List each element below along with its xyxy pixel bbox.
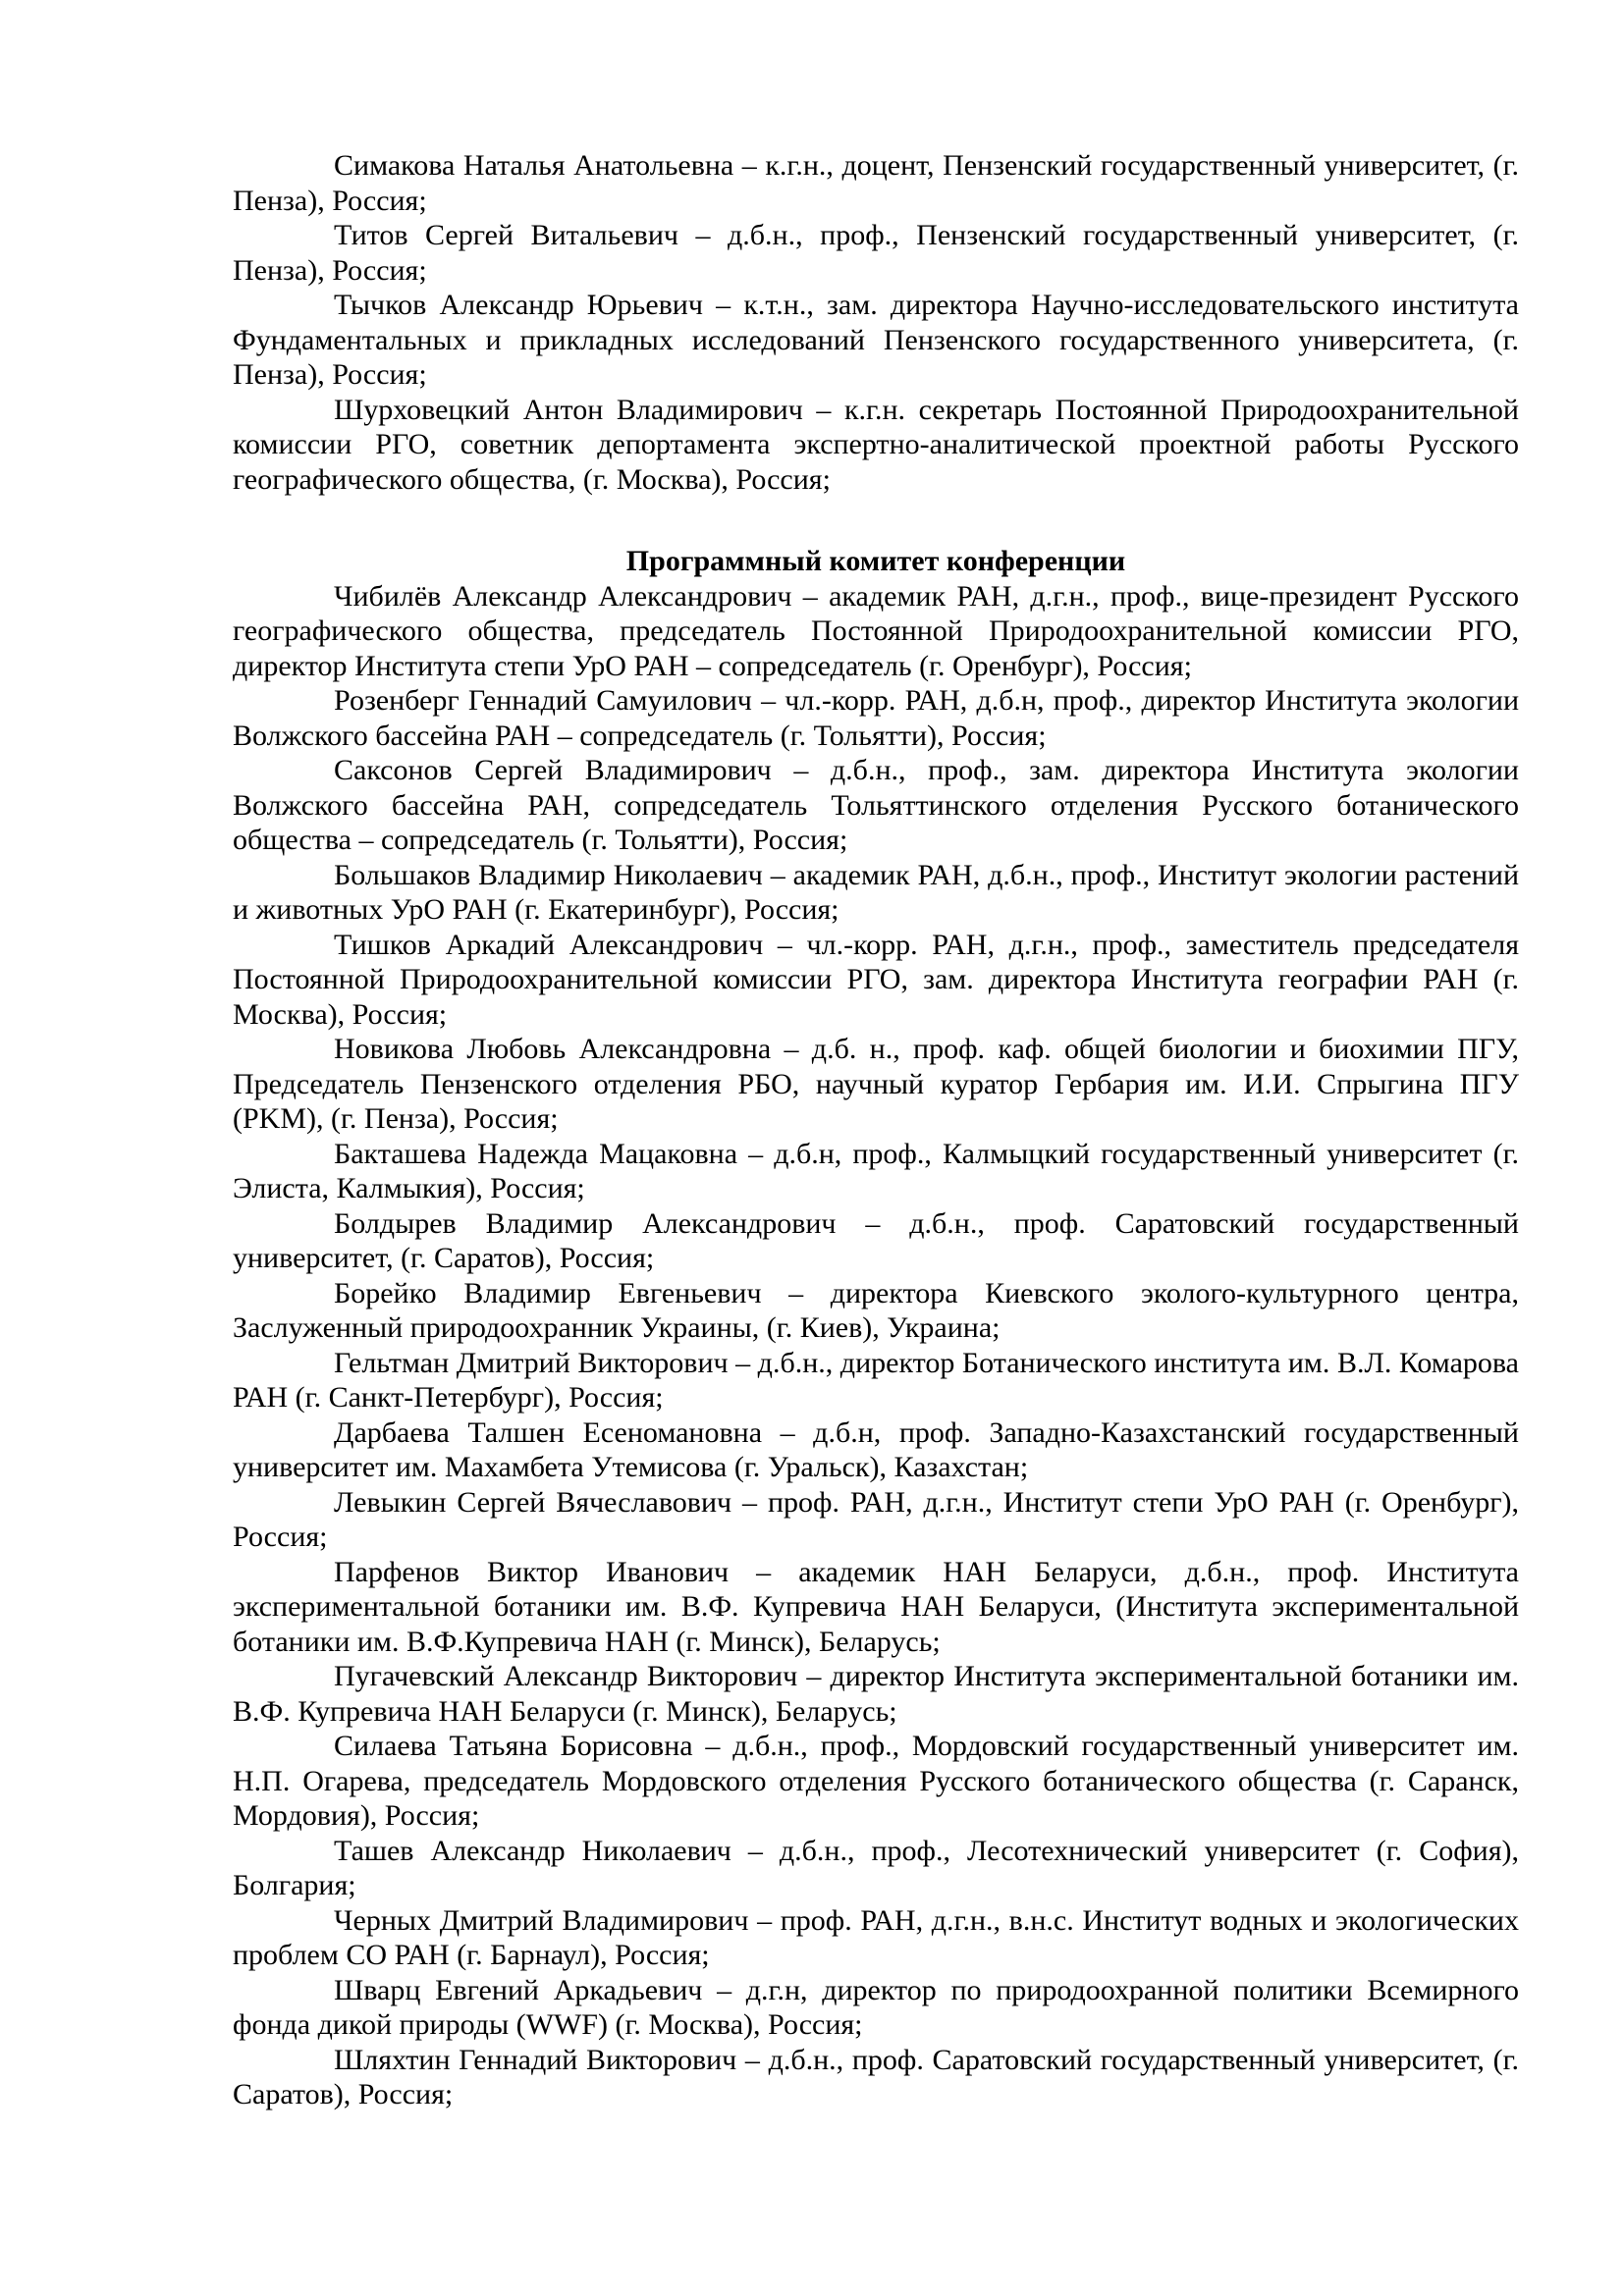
committee-member-entry: Пугачевский Александр Викторович – директор Института экспериментальной ботаники им. В.Ф. Купревича НАН Беларуси (г. Минск), Беларусь; <box>233 1660 1519 1728</box>
committee-member-entry: Силаева Татьяна Борисовна – д.б.н., проф., Мордовский государственный университет им. Н.П. Огарева, председатель Мордовского отделения Русского ботанического общества (г. Саранск, Мордовия), Россия; <box>233 1730 1519 1832</box>
committee-member-entry: Тишков Аркадий Александрович – чл.-корр. РАН, д.г.н., проф., заместитель председателя Постоянной Природоохранительной комиссии РГО, зам. директора Института географии РАН (г. Москва), Россия; <box>233 928 1519 1031</box>
committee-member-entry: Парфенов Виктор Иванович – академик НАН Беларуси, д.б.н., проф. Института экспериментальной ботаники им. В.Ф. Купревича НАН Беларуси, (Института экспериментальной ботаники им. В.Ф.Купревича НАН (г. Минск), Беларусь; <box>233 1555 1519 1658</box>
committee-member-entry: Бакташева Надежда Мацаковна – д.б.н, проф., Калмыцкий государственный университет (г. Элиста, Калмыкия), Россия; <box>233 1137 1519 1204</box>
committee-member-entry: Шляхтин Геннадий Викторович – д.б.н., проф. Саратовский государственный университет, (г. Саратов), Россия; <box>233 2043 1519 2110</box>
committee-member-entry: Симакова Наталья Анатольевна – к.г.н., доцент, Пензенский государственный университет, (г. Пенза), Россия; <box>233 149 1519 217</box>
committee-member-entry: Титов Сергей Витальевич – д.б.н., проф., Пензенский государственный университет, (г. Пенза), Россия; <box>233 219 1519 287</box>
committee-member-entry: Шурховецкий Антон Владимирович – к.г.н. секретарь Постоянной Природоохранительной комиссии РГО, советник депортамента экспертно-аналитической проектной работы Русского географического общества, (г. Москва), Россия; <box>233 393 1519 496</box>
committee-member-entry: Шварц Евгений Аркадьевич – д.г.н, директор по природоохранной политики Всемирного фонда дикой природы (WWF) (г. Москва), Россия; <box>233 1973 1519 2041</box>
section-heading: Программный комитет конференции <box>625 545 1126 577</box>
committee-member-entry: Дарбаева Талшен Есеномановна – д.б.н, проф. Западно-Казахстанский государственный университет им. Махамбета Утемисова (г. Уральск), Казахстан; <box>233 1415 1519 1483</box>
committee-member-entry: Гельтман Дмитрий Викторович – д.б.н., директор Ботанического института им. В.Л. Комарова РАН (г. Санкт-Петербург), Россия; <box>233 1346 1519 1414</box>
committee-member-entry: Борейко Владимир Евгеньевич – директора Киевского эколого-культурного центра, Заслуженный природоохранник Украины, (г. Киев), Украина; <box>233 1276 1519 1344</box>
committee-member-entry: Тычков Александр Юрьевич – к.т.н., зам. директора Научно-исследовательского института Фундаментальных и прикладных исследований Пензенского государственного университета, (г. Пенза), Россия; <box>233 289 1519 391</box>
committee-member-entry: Ташев Александр Николаевич – д.б.н., проф., Лесотехнический университет (г. София), Болгария; <box>233 1834 1519 1901</box>
committee-member-entry: Левыкин Сергей Вячеславович – проф. РАН, д.г.н., Институт степи УрО РАН (г. Оренбург), Россия; <box>233 1485 1519 1553</box>
document-page <box>233 148 1519 2112</box>
committee-member-entry: Черных Дмитрий Владимирович – проф. РАН, д.г.н., в.н.с. Институт водных и экологических проблем СО РАН (г. Барнаул), Россия; <box>233 1903 1519 1971</box>
committee-member-entry: Саксонов Сергей Владимирович – д.б.н., проф., зам. директора Института экологии Волжского бассейна РАН, сопредседатель Тольяттинского отделения Русского ботанического общества – сопредседатель (г. Тольятти), Россия; <box>233 754 1519 856</box>
committee-member-entry: Болдырев Владимир Александрович – д.б.н., проф. Саратовский государственный университет, (г. Саратов), Россия; <box>233 1206 1519 1274</box>
committee-member-entry: Розенберг Геннадий Самуилович – чл.-корр. РАН, д.б.н, проф., директор Института экологии Волжского бассейна РАН – сопредседатель (г. Тольятти), Россия; <box>233 684 1519 752</box>
committee-member-entry: Новикова Любовь Александровна – д.б. н., проф. каф. общей биологии и биохимии ПГУ, Председатель Пензенского отделения РБО, научный куратор Гербария им. И.И. Спрыгина ПГУ (PKM), (г. Пенза), Россия; <box>233 1033 1519 1135</box>
committee-member-entry: Большаков Владимир Николаевич – академик РАН, д.б.н., проф., Институт экологии растений и животных УрО РАН (г. Екатеринбург), Россия; <box>233 858 1519 926</box>
committee-member-entry: Чибилёв Александр Александрович – академик РАН, д.г.н., проф., вице-президент Русского географического общества, председатель Постоянной Природоохранительной комиссии РГО, директор Института степи УрО РАН – сопредседатель (г. Оренбург), Россия; <box>233 579 1519 682</box>
